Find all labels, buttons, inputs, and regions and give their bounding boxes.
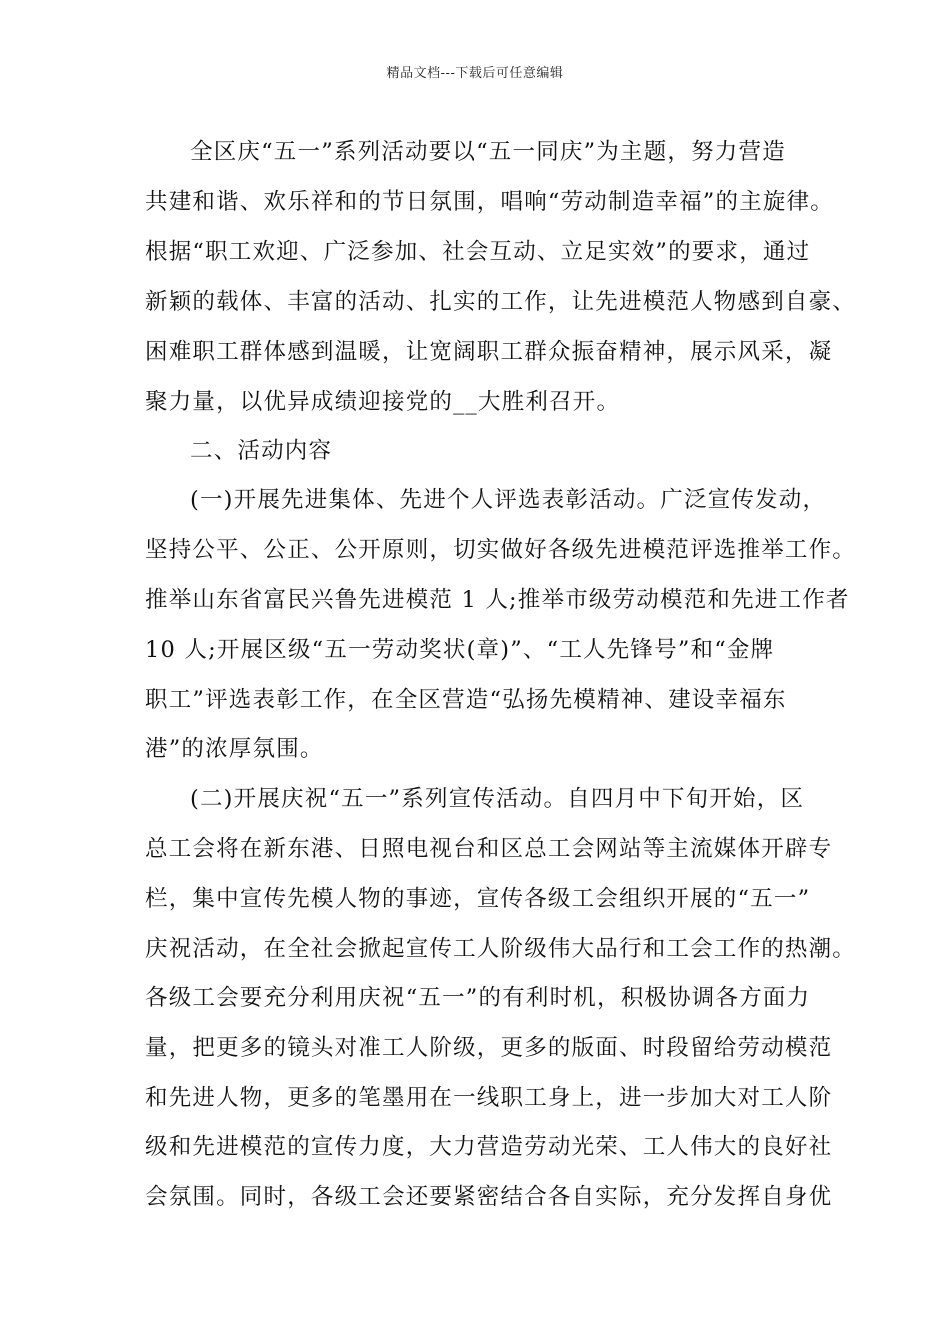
text-line: 坚持公平、公正、公开原则，切实做好各级先进模范评选推举工作。 [145, 537, 857, 563]
text-line: (二)开展庆祝“五一”系列宣传活动。自四月中下旬开始，区 [190, 786, 805, 812]
page-header: 精品文档---下载后可任意编辑 [386, 66, 564, 81]
text-line: 全区庆“五一”系列活动要以“五一同庆”为主题，努力营造 [190, 139, 786, 165]
text-line: 各级工会要充分利用庆祝“五一”的有利时机，积极协调各方面力 [145, 985, 811, 1011]
text-line: 会氛围。同时，各级工会还要紧密结合各自实际，充分发挥自身优 [145, 1184, 833, 1210]
text-line: 和先进人物，更多的笔墨用在一线职工身上，进一步加大对工人阶 [145, 1085, 833, 1111]
text-line: 聚力量，以优异成绩迎接党的__大胜利召开。 [145, 389, 621, 415]
text-line: 栏，集中宣传先模人物的事迹，宣传各级工会组织开展的“五一” [145, 886, 811, 912]
text-line: 困难职工群体感到温暖，让宽阔职工群众振奋精神，展示风采，凝 [145, 339, 833, 365]
text-line: 根据“职工欢迎、广泛参加、社会互动、立足实效”的要求，通过 [145, 239, 811, 265]
text-line: 港”的浓厚氛围。 [145, 736, 324, 762]
text-line: 庆祝活动，在全社会掀起宣传工人阶级伟大品行和工会工作的热潮。 [145, 936, 857, 962]
text-line: 新颖的载体、丰富的活动、扎实的工作，让先进模范人物感到自豪、 [145, 289, 857, 315]
text-line: 推举山东省富民兴鲁先进模范 1 人;推举市级劳动模范和先进工作者 [145, 587, 850, 613]
text-line: 量，把更多的镜头对准工人阶级，更多的版面、时段留给劳动模范 [145, 1035, 833, 1061]
text-line: (一)开展先进集体、先进个人评选表彰活动。广泛宣传发动， [190, 487, 827, 513]
text-line: 职工”评选表彰工作，在全区营造“弘扬先模精神、建设幸福东 [145, 687, 787, 713]
section-heading: 二、活动内容 [190, 438, 333, 464]
text-line: 级和先进模范的宣传力度，大力营造劳动光荣、工人伟大的良好社 [145, 1134, 833, 1160]
text-line: 总工会将在新东港、日照电视台和区总工会网站等主流媒体开辟专 [145, 836, 833, 862]
text-line: 10 人;开展区级“五一劳动奖状(章)”、“工人先锋号”和“金牌 [145, 637, 775, 663]
text-line: 共建和谐、欢乐祥和的节日氛围，唱响“劳动制造幸福”的主旋律。 [145, 189, 835, 215]
